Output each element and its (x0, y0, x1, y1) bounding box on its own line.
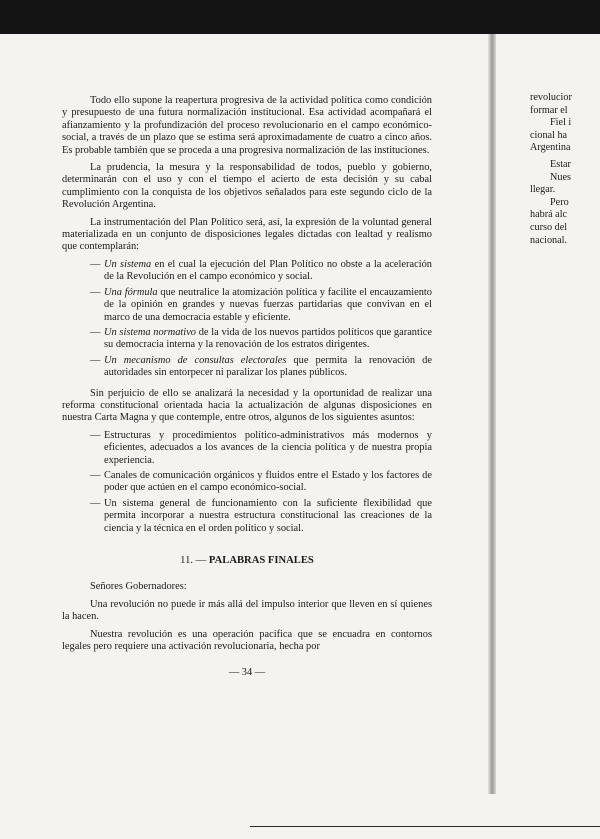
page-number: — 34 — (228, 667, 266, 679)
paragraph-1: Todo ello supone la reapertura progresiva de la actividad política como condición y presupuesto de una futura normalización institucional. Esa actividad acompañará el afianzamiento y la profundización del proceso revolucionario en el campo económico-social, a través de un plazo que se estima será aproximadamente de cuatro a cinco años. Es probable también que se proceda a una progresiva normalización de las instituciones. (62, 95, 432, 156)
section-title: PALABRAS FINALES (208, 555, 314, 566)
section-heading (62, 555, 432, 567)
facing-line: Estar (550, 158, 571, 170)
list-item: — Canales de comunicación orgánicos y fluidos entre el Estado y los factores de poder que actúen en el campo económico-social. (90, 469, 432, 494)
salutation: Señores Gobernadores: (90, 581, 187, 593)
paragraph-6: Nuestra revolución es una operación pacífica que se encuadra en contornos legales pero requiere una activación revolucionaria, hecha por (62, 628, 432, 653)
facing-line: Fiel i (550, 117, 572, 129)
facing-page-fragment (530, 92, 600, 247)
list-item: — Un mecanismo de consultas electorales que permita la renovación de autoridades sin entorpecer ni paralizar los planes públicos. (90, 354, 432, 379)
facing-line: Pero (550, 196, 569, 208)
facing-line: cional ha (530, 129, 568, 141)
list-item: — Estructuras y procedimientos político-administrativos más modernos y eficientes, adecuados a los avances de la ciencia política y de nuestra propia experiencia. (90, 429, 432, 466)
list-item: — Una fórmula que neutralice la atomización política y facilite el encauzamiento de la opinión en grandes y nuevas fuerzas partidarias que convivan en el marco de una democracia estable y eficiente. (90, 286, 433, 323)
list-item: — Un sistema normativo de la vida de los nuevos partidos políticos que garantice su democracia interna y la renovación de los estratos dirigentes. (90, 326, 433, 351)
paragraph-3: La instrumentación del Plan Político será, así, la expresión de la voluntad general materializada en un conjunto de disposiciones legales dictadas con lealtad y realismo que contemplarán: (62, 216, 432, 253)
facing-line: curso del (530, 221, 568, 233)
paragraph-4: Sin perjuicio de ello se analizará la necesidad y la oportunidad de realizar una reforma constitucional orientada hacia la actualización de algunas disposiciones en nuestra Carta Magna y que contemple, entre otros, algunos de los siguientes asuntos: (62, 387, 432, 424)
page-top-edge (0, 0, 600, 34)
facing-line: Argentina (530, 142, 571, 154)
document-page-34 (62, 95, 432, 680)
facing-line: habrá alc (530, 209, 568, 221)
facing-line: formar el (530, 104, 568, 116)
list-item: — Un sistema general de funcionamiento con la suficiente flexibilidad que permita incorporar a nuestra estructura constitucional las creaciones de la ciencia y la técnica en el orden político y social. (90, 497, 432, 534)
reforma-constitucional-list (62, 430, 432, 535)
facing-line: nacional. (530, 234, 568, 246)
facing-line: Nues (550, 171, 571, 183)
list-item: — Un sistema en el cual la ejecución del Plan Político no obste a la aceleración de la Revolución en el campo económico y social. (90, 258, 432, 283)
book-gutter (488, 34, 496, 794)
plan-politico-list (62, 259, 432, 380)
facing-line: revolucior (530, 92, 572, 103)
paragraph-2: La prudencia, la mesura y la responsabilidad de todos, pueblo y gobierno, determinarán con el uso y con el tiempo el acierto de esta decisión y su cabal cumplimiento con la conquista de los objetivos señalados para este segundo ciclo de la Revolución Argentina. (62, 162, 432, 211)
paragraph-5: Una revolución no puede ir más allá del impulso interior que lleven en sí quienes la hacen. (62, 598, 432, 623)
page-bottom-edge (250, 826, 600, 827)
facing-line: llegar. (530, 184, 556, 196)
section-number: 11. — (180, 555, 209, 566)
